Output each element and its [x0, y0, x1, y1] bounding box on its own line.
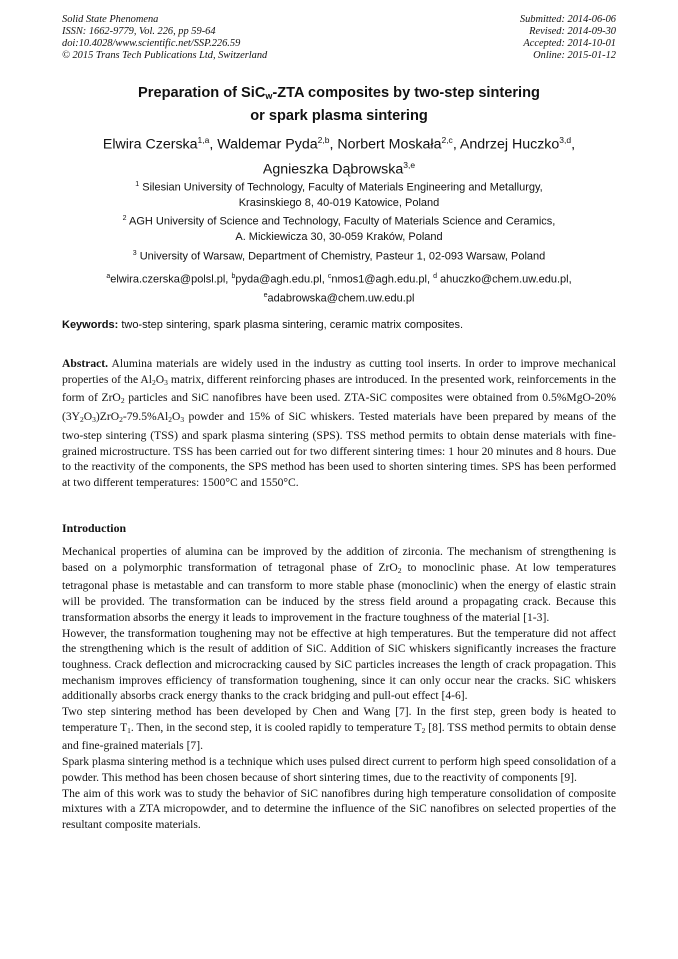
affiliation-2 [62, 211, 616, 245]
email-link[interactable]: pyda@agh.edu.pl, [235, 273, 325, 286]
subscript: 2 [421, 725, 426, 735]
keywords [62, 318, 616, 332]
email-marker: c [327, 273, 332, 280]
subscript: 2 [397, 565, 402, 575]
affiliation-address: Krasinskiego 8, 40-019 Katowice, Poland [238, 196, 440, 209]
affiliation-1 [62, 177, 616, 211]
intro-text: Two step sintering method has been developed by Chen and Wang [7]. In the first step, green body is heated to temperature T [62, 705, 616, 734]
author-name: Andrzej Huczko [459, 136, 560, 153]
subscript: 3 [92, 415, 96, 425]
author-sup: 2,c [441, 135, 453, 145]
abstract-paragraph [62, 356, 616, 491]
date-revised: Revised: 2014-09-30 [529, 26, 616, 37]
abstract-text: matrix, different reinforcing phases are introduced. In the presented work, reinforcements in the form of ZrO [62, 372, 616, 405]
affiliation-text: Silesian University of Technology, Faculty of Materials Engineering and Metallurgy, [142, 181, 543, 194]
email-marker: b [231, 273, 236, 280]
affiliation-text: AGH University of Science and Technology, Faculty of Materials Science and Ceramics, [129, 215, 556, 228]
journal-copyright: © 2015 Trans Tech Publications Ltd, Switzerland [62, 50, 268, 61]
subscript: 3 [180, 415, 185, 425]
subscript: 2 [119, 415, 123, 425]
affiliation-3 [62, 246, 616, 265]
author-name: Agnieszka Dąbrowska [262, 161, 404, 178]
journal-name: Solid State Phenomena [62, 14, 159, 25]
intro-paragraph-1 [62, 544, 616, 626]
author-name: Waldemar Pyda [217, 136, 318, 153]
subscript: 2 [120, 396, 125, 406]
author-list: Elwira Czerska$^{1,a}$, Waldemar Pyda$^{2,b}$, Norbert Moskała$^{2,c}$, Andrzej Huczko$^{3,d}$, Agnieszka Dąbrowska$^{3,e}$ [102, 135, 576, 178]
introduction-heading: Introduction [62, 521, 127, 535]
subscript: 2 [152, 377, 156, 387]
affiliation-num: 3 [132, 250, 137, 257]
subscript: 3 [164, 377, 168, 387]
title-text: Preparation of SiC [138, 85, 266, 101]
abstract-text: particles and SiC nanofibres have been used. ZTA-SiC composites were obtained from 0.5%MgO-20%(3Y [62, 391, 616, 424]
email-link[interactable]: nmos1@agh.edu.pl, [331, 273, 430, 286]
email-marker: d [433, 273, 437, 280]
author-sup: 3,e [403, 159, 416, 170]
email-link[interactable]: elwira.czerska@polsl.pl, [110, 273, 229, 286]
abstract-label: Abstract. [62, 357, 109, 370]
abstract-text: O [83, 410, 93, 424]
affiliation-num: 2 [122, 215, 127, 222]
date-submitted: Submitted: 2014-06-06 [519, 14, 616, 25]
author-sup: 2,b [317, 135, 330, 145]
title-text-cont: -ZTA composites by two-step sintering [272, 85, 540, 101]
intro-text: to monoclinic phase. At low temperatures tetragonal phase is metastable and can transform to more stable phase (monoclinic) when the energy of elastic strain will be provided. The transformation can be induced by the stress field around a propagating crack. Because this transformation absorbs the energy it leads to improvement in the fracture toughness of the material [1-3]. [62, 560, 616, 624]
author-sup: 1,a [197, 135, 210, 145]
journal-issn: ISSN: 1662-9779, Vol. 226, pp 59-64 [62, 26, 216, 37]
author-name: Norbert Moskała [337, 136, 442, 153]
journal-info [62, 14, 267, 62]
abstract-text: O [155, 372, 165, 386]
email-link[interactable]: adabrowska@chem.uw.edu.pl [267, 292, 415, 305]
abstract-text: Alumina materials are widely used in the industry as cutting tool inserts. In order to improve mechanical properties of the Al [62, 357, 616, 386]
introduction-body [62, 544, 616, 833]
publication-dates [520, 14, 616, 62]
abstract [62, 356, 616, 491]
date-online: Online: 2015-01-12 [533, 50, 616, 61]
author-name: Elwira Czerska [102, 136, 198, 153]
subscript: 1 [127, 725, 131, 735]
intro-paragraph-3 [62, 704, 616, 754]
intro-text: [8]. TSS method permits to obtain dense and fine-grained materials [7]. [62, 720, 616, 753]
date-accepted: Accepted: 2014-10-01 [523, 38, 616, 49]
intro-paragraph-5: The aim of this work was to study the behavior of SiC nanofibres during high temperature consolidation of composite mixtures with a ZTA micropowder, and to determine the influence of the SiC nanofibres on selected properties of the resultant composite materials. [62, 786, 616, 831]
keywords-label: Keywords: [62, 319, 119, 331]
subscript: 2 [168, 415, 172, 425]
affiliation-num: 1 [135, 181, 140, 188]
email-marker: a [106, 273, 111, 280]
abstract-text: O [172, 410, 181, 424]
journal-doi: doi:10.4028/www.scientific.net/SSP.226.59 [62, 38, 241, 49]
title-subscript: w [265, 91, 273, 101]
subscript: 2 [80, 415, 84, 425]
affiliation-text: University of Warsaw, Department of Chemistry, Pasteur 1, 02-093 Warsaw, Poland [139, 250, 546, 263]
intro-paragraph-2: However, the transformation toughening may not be effective at high temperatures. But the temperature did not affect the strengthening which is the result of addition of SiC. Addition of SiC whiskers significantly increases the fracture toughness. Crack deflection and microcracking caused by SiC particles increases the length of crack propagation. This mechanism improves efficiency of transformation toughening, since it can only occur near the cracks. SiC whiskers additionally absorbs crack energy thanks to the crack bridging and pull-out effect [4-6]. [62, 626, 616, 703]
paper-title [62, 83, 616, 126]
author-sup: 3,d [559, 135, 572, 145]
keywords-text: two-step sintering, spark plasma sintering, ceramic matrix composites. [121, 319, 464, 331]
email-marker: e [263, 291, 268, 299]
intro-paragraph-4: Spark plasma sintering method is a technique which uses pulsed direct current to perform high speed consolidation of a powder. This method has been chosen because of short sintering times, due to the reactivity of components [9]. [62, 755, 616, 784]
affiliation-address: A. Mickiewicza 30, 30-059 Kraków, Poland [235, 230, 443, 243]
abstract-text: )ZrO [95, 410, 120, 424]
intro-text: Mechanical properties of alumina can be improved by the addition of zirconia. The mechanism of strengthening is based on a polymorphic transformation of tetragonal phase of ZrO [62, 545, 616, 574]
title-line-2: or spark plasma sintering [250, 108, 428, 124]
intro-text: . Then, in the second step, it is cooled rapidly to temperature T [130, 720, 422, 734]
author-emails [62, 269, 616, 306]
title-line-1 [62, 83, 616, 106]
email-link[interactable]: ahuczko@chem.uw.edu.pl, [440, 273, 572, 286]
abstract-text: -79.5%Al [122, 410, 169, 424]
abstract-text: powder and 15% of SiC whiskers. Tested materials have been prepared by means of the two-step sintering (TSS) and spark plasma sintering (SPS). TSS method permits to obtain dense materials with fine-grained microstructure. TSS has been carried out for two different sintering times: 1 hour 20 minutes and 8 hours. Due to the reactivity of the components, the SPS method has been used to shorten sintering times. SPS has been performed at two different temperatures: 1500°C and 1550°C. [62, 410, 616, 489]
